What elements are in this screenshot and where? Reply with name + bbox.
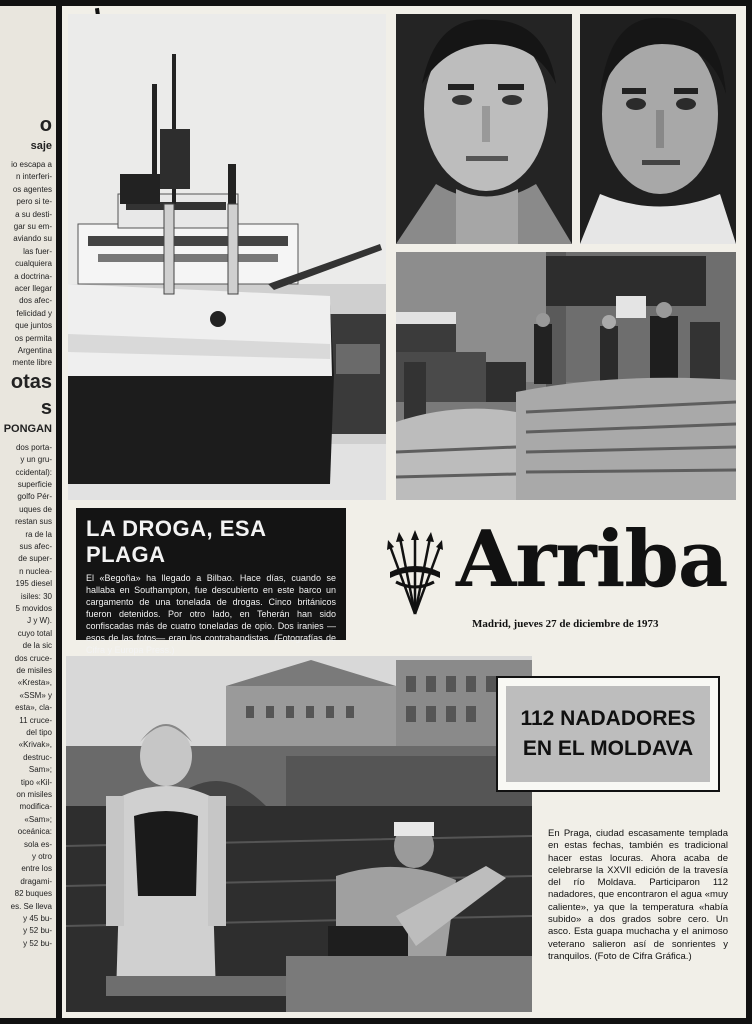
left-page-fragment: ra de la (25, 529, 52, 539)
nadadores-body: En Praga, ciudad escasamente templada en estas fechas, también es tradicional hacer estas locuras. Ahora acaba de celebrarse la XXVII edición de la travesía del río Moldava. Participaron 112 nadadores, que encontraron el agua «muy caliente», ya que la temperatura «había subido» a dos grados sobre cero. Un asco. Esta guapa muchacha y el animoso veterano salieron así de sonrientes y tranquilos. (Foto de Cifra Gráfica.) (548, 828, 728, 962)
masthead-title: Arriba (456, 514, 728, 605)
left-page-fragment: destruc- (23, 752, 52, 762)
left-page-fragment: dragami- (20, 876, 52, 886)
left-page-fragment: de la sic (22, 641, 52, 651)
left-page-fragment: o (39, 114, 52, 136)
left-page-fragment: «Krivak», (18, 740, 52, 750)
left-page-fragment: saje (30, 140, 52, 152)
prague-swimmers-photo (66, 656, 532, 1012)
nadadores-headline-line2: EN EL MOLDAVA (522, 737, 694, 760)
left-page-fragment: golfo Pér- (17, 492, 52, 502)
left-page-fragment: isiles: 30 (20, 591, 52, 601)
left-page-fragment: n interferi- (15, 172, 52, 182)
left-page-fragment: uques de (19, 504, 52, 514)
left-page-fragment: ccidental): (15, 467, 52, 477)
masthead-date: Madrid, jueves 27 de diciembre de 1973 (472, 618, 659, 630)
left-page-fragment: Sam»; (28, 765, 52, 775)
left-page-fragment: sus afec- (19, 542, 52, 551)
left-page-fragment: y otro (31, 852, 52, 861)
left-page-fragment: otas (10, 370, 52, 393)
left-page-fragment: os agentes (12, 184, 52, 194)
left-page-fragment: io escapa a (11, 160, 52, 169)
left-page-fragment: esta», cla- (15, 703, 52, 713)
left-page-fragment: dos porta- (15, 442, 52, 452)
left-page-fragment: dos cruce- (14, 653, 52, 663)
left-page-fragment: y un gru- (20, 455, 52, 465)
left-page-fragment: sola es- (23, 839, 52, 849)
left-page-fragment: tipo «Kil- (20, 777, 52, 787)
left-page-fragment: «Sam»; (24, 814, 52, 824)
droga-body: El «Begoña» ha llegado a Bilbao. Hace días, cuando se hallaba en Southampton, fue descubierto en este barco un cargamento de una tonelada de drogas. Cinco británicos fueron detenidos. Por otro lado, en Teherán han sido confiscadas más de cuatro toneladas de opio. Dos iranies —esos de las fotos— eran los contrabandistas. (Fotografías de Cifra y Europa Press.) (86, 573, 336, 655)
left-page-strip (0, 6, 56, 1018)
left-page-fragment: PONGAN (3, 422, 52, 435)
yoke-and-arrows-icon (386, 530, 444, 616)
left-page-fragment: y 45 bu- (23, 914, 52, 923)
droga-headline: LA DROGA, ESA PLAGA (86, 516, 266, 567)
left-page-fragment: es. Se lleva (10, 901, 52, 911)
left-page-fragment: las fuer- (23, 246, 52, 256)
drug-bags-photo (396, 252, 736, 500)
left-page-fragment: on misiles (16, 790, 52, 799)
left-page-fragment: y 52 bu- (23, 926, 52, 936)
left-page-fragment: del tipo (26, 728, 52, 737)
left-page-fragment: 195 diesel (15, 579, 52, 589)
left-page-fragment: dos afec- (19, 296, 52, 306)
left-page-fragment: 82 buques (14, 889, 52, 899)
left-page-fragment: acer llegar (14, 284, 52, 293)
left-page-fragment: J y W). (27, 616, 52, 626)
nadadores-headline-line1: 112 NADADORES (520, 707, 696, 730)
left-page-fragment: modifica- (19, 802, 52, 812)
left-page-fragment: cuyo total (17, 628, 52, 638)
left-page-fragment: os permita (14, 333, 52, 343)
left-page-fragment: 5 movidos (15, 604, 52, 613)
left-page-fragment: cualquiera (15, 259, 52, 269)
left-page-fragment: pero si te- (16, 197, 52, 207)
left-page-fragment: «SSM» y (19, 690, 52, 700)
droga-caption-box (76, 508, 346, 655)
left-page-fragment: entre los (21, 864, 52, 874)
left-page-fragment: de super- (18, 554, 52, 564)
nadadores-headline-box (496, 676, 720, 792)
left-page-fragment: gar su em- (13, 222, 52, 231)
left-page-fragment: Argentina (17, 346, 52, 355)
left-page-fragment: restan sus (15, 517, 52, 527)
left-page-fragment: oceánica: (17, 827, 52, 837)
left-page-fragment: y 52 bu- (23, 938, 52, 948)
left-page-fragment: n nuclea- (19, 566, 52, 576)
left-page-fragment: felicidad y (16, 308, 52, 318)
left-page-fragment: 11 cruce- (19, 715, 52, 725)
ship-photo (68, 14, 386, 500)
left-page-fragment: que juntos (15, 321, 52, 331)
portrait-photo-2 (580, 14, 736, 244)
left-page-fragment: mente libre (12, 358, 52, 368)
left-page-fragment: s (40, 396, 52, 419)
left-page-fragment: superficie (17, 480, 52, 489)
left-page-fragment: aviando su (13, 234, 52, 244)
portrait-photo-1 (396, 14, 572, 244)
left-page-fragment: «Kresta», (17, 678, 52, 688)
left-page-fragment: a doctrina- (14, 271, 52, 281)
left-page-fragment: a su desti- (15, 209, 52, 219)
left-page-fragment: de misiles (16, 666, 52, 675)
